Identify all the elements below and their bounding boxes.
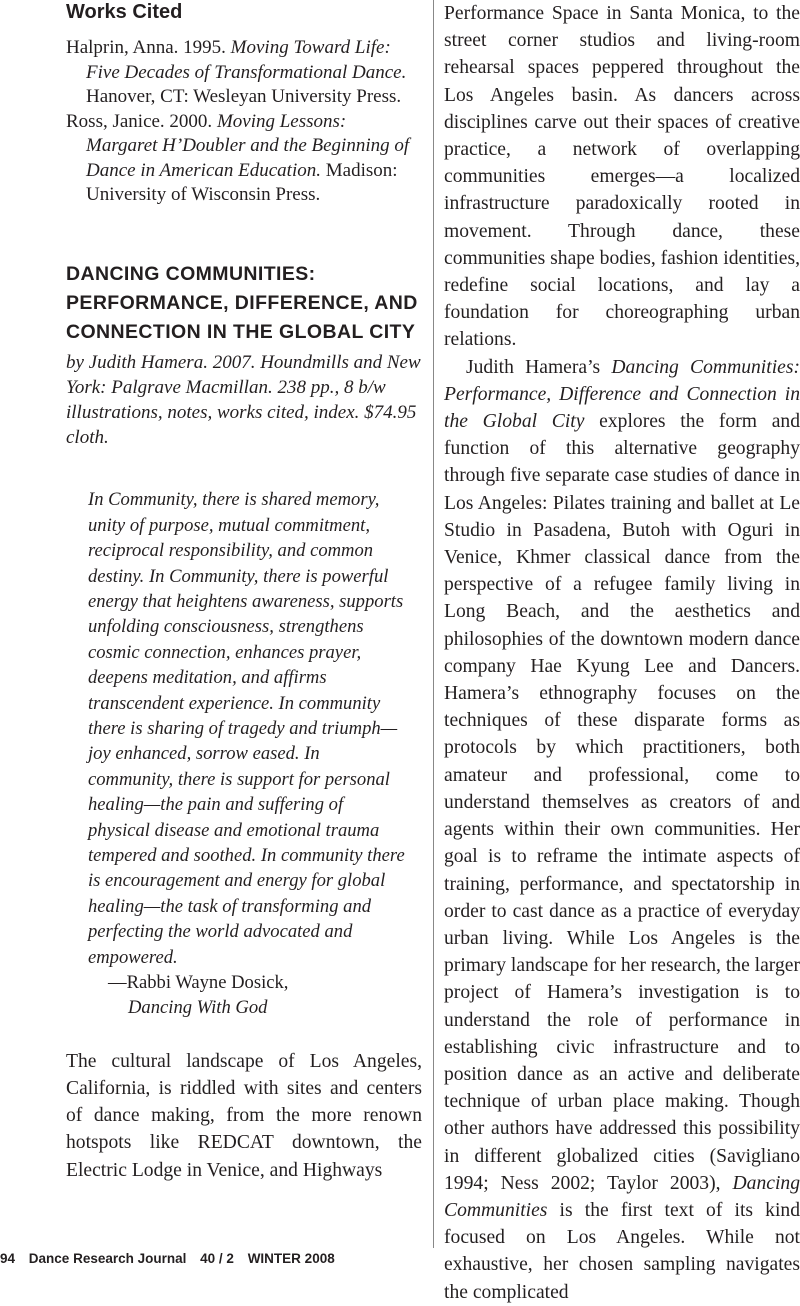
right-column: [444, 0, 800, 1306]
p2-end: is the first text of its kind focused on Los Angeles. While not exhaustive, her chosen sampling navigates the complicated: [444, 1199, 800, 1303]
epigraph-text: In Community, there is shared memory, unity of purpose, mutual commitment, reciprocal responsibility, and common destiny. In Community, there is powerful energy that heightens awareness, supports unfolding consciousness, strengthens cosmic connection, enhances prayer, deepens meditation, and affirms transcendent experience. In community there is sharing of tragedy and triumph—joy enhanced, sorrow eased. In community, there is support for personal healing—the pain and suffering of physical disease and emotional trauma tempered and soothed. In community there is encouragement and energy for global healing—the task of transforming and perfecting the world advocated and empowered.: [88, 489, 405, 968]
body-paragraph-1: The cultural landscape of Los Angeles, California, is riddled with sites and centers of dance making, from the more renown hotspots like REDCAT downtown, the Electric Lodge in Venice, and Highways: [66, 1050, 422, 1181]
citation-halprin: [66, 36, 422, 110]
journal-issue: 40 / 2: [200, 1251, 234, 1266]
body-paragraph-1-continued: Performance Space in Santa Monica, to the street corner studios and living-room rehearsal spaces peppered throughout the Los Angeles basin. As dancers across disciplines carve out their spaces of creative practice, a network of overlapping communities emerges—a localized infrastructure paradoxically rooted in movement. Through dance, these communities shape bodies, fashion identities, redefine social locations, and lay a foundation for choreographing urban relations.: [444, 3, 800, 351]
page-footer: [0, 1249, 345, 1268]
citation-title: Moving Lessons: Margaret H’Doubler and the Beginning of Dance in American Education.: [86, 110, 410, 181]
book-title-short-italic: Dancing Communities: [444, 1172, 800, 1221]
citation-ross: [66, 110, 422, 208]
journal-name: Dance Research Journal: [28, 1251, 187, 1266]
citation-title: Moving Toward Life: Five Decades of Transformational Dance.: [86, 37, 407, 83]
epigraph-attribution: [108, 970, 422, 1021]
journal-season: WINTER 2008: [247, 1251, 335, 1266]
citation-author: Halprin, Anna. 1995.: [66, 37, 231, 58]
epigraph: [88, 487, 408, 970]
p2-intro: Judith Hamera’s: [466, 356, 612, 378]
epigraph-author: —Rabbi Wayne Dosick,: [108, 972, 289, 994]
column-divider: [433, 0, 434, 1248]
citation-publisher: Madison: University of Wisconsin Press.: [86, 159, 398, 205]
book-title-italic: Dancing Communities: Performance, Difference and Connection in the Global City: [444, 356, 800, 433]
p2-main: explores the form and function of this alternative geography through five separate case studies of dance in Los Angeles: Pilates training and ballet at Le Studio in Pasadena, Butoh with Oguri in Venice, Khmer classical dance from the perspective of a refugee family living in Long Beach, and the aesthetics and philosophies of the downtown modern dance company Hae Kyung Lee and Dancers. Hamera’s ethnography focuses on the techniques of these disparate forms as protocols by which practitioners, both amateur and professional, come to understand themselves as creators of and agents within their own communities. Her goal is to reframe the intimate aspects of training, performance, and spectatorship in order to cast dance as a practice of everyday urban living. While Los Angeles is the primary landscape for her research, the larger project of Hamera’s investigation is to understand the role of performance in establishing civic infrastructure and to position dance as an active and deliberate technique of urban place making. Though other authors have addressed this possibility in different globalized cities (Savigliano 1994; Ness 2002; Taylor 2003),: [444, 411, 800, 1194]
review-byline: by Judith Hamera. 2007. Houndmills and New York: Palgrave Macmillan. 238 pp., 8 b/w illustrations, notes, works cited, index. $74.95 cloth.: [66, 351, 421, 449]
body-paragraph-2: [444, 354, 800, 1306]
page-number: 94: [0, 1251, 16, 1266]
citation-author: Ross, Janice. 2000.: [66, 110, 217, 132]
left-column: [66, 0, 422, 1184]
review-title: DANCING COMMUNITIES: PERFORMANCE, DIFFERENCE, AND CONNECTION IN THE GLOBAL CITY: [66, 262, 418, 343]
works-cited-heading: Works Cited: [66, 1, 183, 23]
epigraph-source: Dancing With God: [128, 997, 268, 1019]
citation-publisher: Hanover, CT: Wesleyan University Press.: [86, 86, 402, 107]
